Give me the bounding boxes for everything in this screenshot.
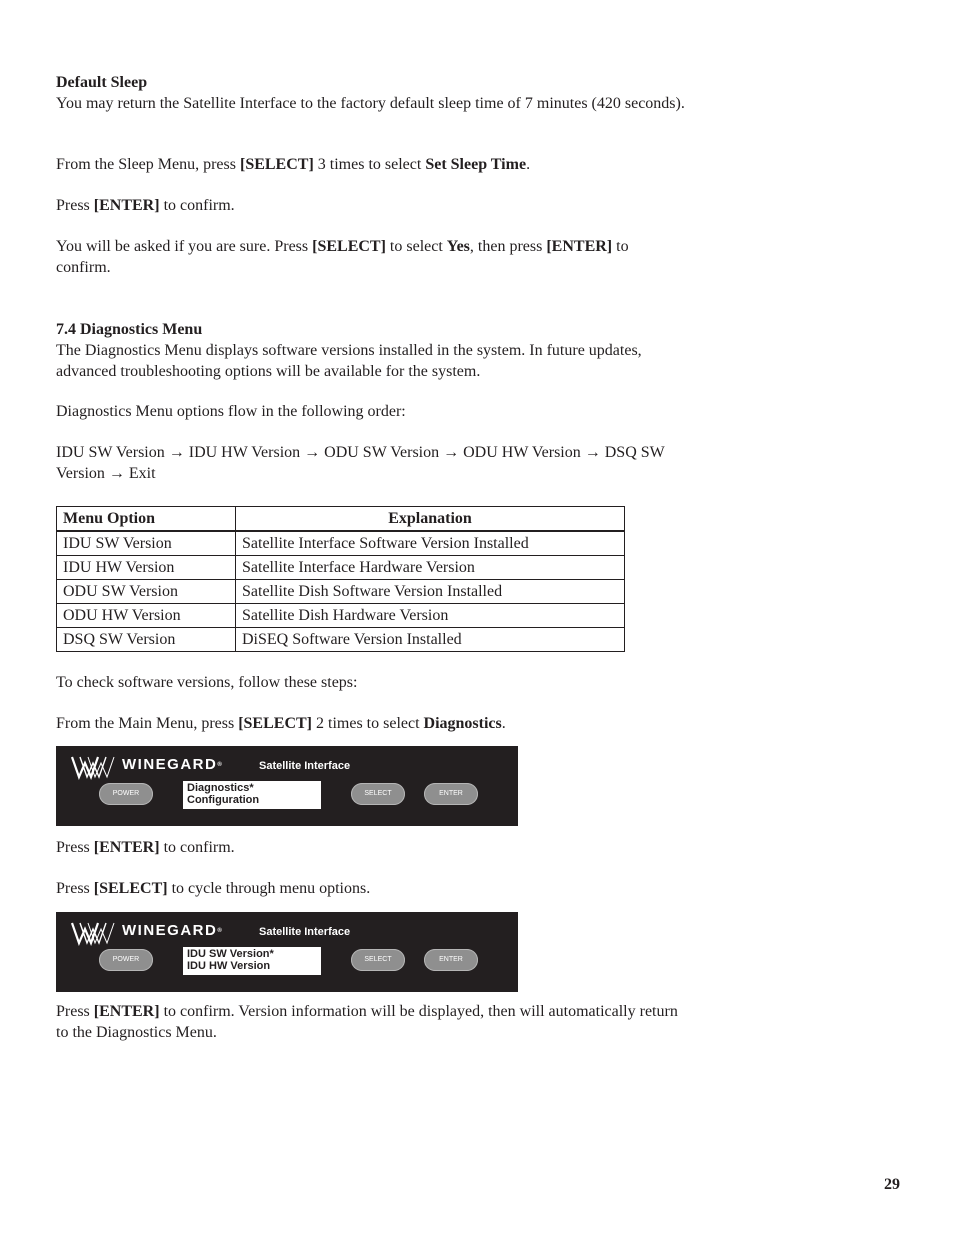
table-cell: IDU HW Version — [57, 556, 236, 580]
table-header-menu-option: Menu Option — [57, 507, 236, 532]
winegard-logo-icon — [70, 754, 116, 780]
table-cell: DSQ SW Version — [57, 628, 236, 652]
default-sleep-heading: Default Sleep — [56, 74, 148, 91]
enter-button[interactable]: ENTER — [424, 949, 478, 971]
brand-name: WINEGARD® — [122, 756, 222, 773]
panel-subtitle: Satellite Interface — [259, 926, 351, 938]
diagnostics-heading: 7.4 Diagnostics Menu — [56, 321, 203, 338]
satellite-interface-panel — [56, 912, 518, 992]
winegard-logo-icon — [70, 920, 116, 946]
table-row — [57, 556, 625, 580]
table-header-row — [57, 507, 625, 532]
default-sleep-intro: You may return the Satellite Interface to the factory default sleep time of 7 minutes (420 seconds). — [56, 95, 685, 112]
enter-button[interactable]: ENTER — [424, 783, 478, 805]
diagnostics-step-final: Press [ENTER] to confirm. Version information will be displayed, then will automatically return to the Diagnostics Menu. — [56, 1003, 678, 1041]
lcd-line-1: Diagnostics* — [187, 782, 254, 794]
diagnostics-flow: IDU SW Version → IDU HW Version → ODU SW Version → ODU HW Version → DSQ SW Version → Exit — [56, 444, 665, 482]
panel-subtitle: Satellite Interface — [259, 760, 351, 772]
table-cell: DiSEQ Software Version Installed — [236, 628, 625, 652]
diagnostics-section — [56, 319, 686, 382]
table-cell: Satellite Dish Hardware Version — [236, 604, 625, 628]
power-button[interactable]: POWER — [99, 949, 153, 971]
select-button[interactable]: SELECT — [351, 949, 405, 971]
table-cell: IDU SW Version — [57, 531, 236, 556]
page-number: 29 — [884, 1176, 900, 1193]
default-sleep-section — [56, 72, 686, 114]
table-row — [57, 604, 625, 628]
table-cell: Satellite Dish Software Version Installed — [236, 580, 625, 604]
table-cell: Satellite Interface Software Version Installed — [236, 531, 625, 556]
brand-name: WINEGARD® — [122, 922, 222, 939]
diagnostics-step-enter: Press [ENTER] to confirm. — [56, 839, 235, 856]
table-row — [57, 628, 625, 652]
power-button[interactable]: POWER — [99, 783, 153, 805]
lcd-line-2: IDU HW Version — [187, 960, 271, 972]
table-row — [57, 531, 625, 556]
diagnostics-steps-intro: To check software versions, follow these steps: — [56, 674, 358, 691]
diagnostics-flow-intro: Diagnostics Menu options flow in the following order: — [56, 403, 406, 420]
select-button[interactable]: SELECT — [351, 783, 405, 805]
diagnostics-step-select: From the Main Menu, press [SELECT] 2 times to select Diagnostics. — [56, 715, 506, 732]
diagnostics-intro: The Diagnostics Menu displays software versions installed in the system. In future updates, advanced troubleshooting options will be available for the system. — [56, 342, 642, 380]
default-sleep-step-enter: Press [ENTER] to confirm. — [56, 197, 235, 214]
default-sleep-step-confirm: You will be asked if you are sure. Press [SELECT] to select Yes, then press [ENTER] to confirm. — [56, 238, 629, 276]
table-row — [57, 580, 625, 604]
table-cell: ODU HW Version — [57, 604, 236, 628]
satellite-interface-panel — [56, 746, 518, 826]
diagnostics-step-cycle: Press [SELECT] to cycle through menu options. — [56, 880, 371, 897]
table-cell: ODU SW Version — [57, 580, 236, 604]
lcd-line-2: Configuration — [187, 794, 260, 806]
lcd-line-1: IDU SW Version* — [187, 948, 274, 960]
table-header-explanation: Explanation — [236, 507, 625, 532]
lcd-display — [183, 947, 321, 975]
diagnostics-options-table — [56, 506, 625, 652]
table-cell: Satellite Interface Hardware Version — [236, 556, 625, 580]
lcd-display — [183, 781, 321, 809]
default-sleep-step-select: From the Sleep Menu, press [SELECT] 3 times to select Set Sleep Time. — [56, 156, 531, 173]
